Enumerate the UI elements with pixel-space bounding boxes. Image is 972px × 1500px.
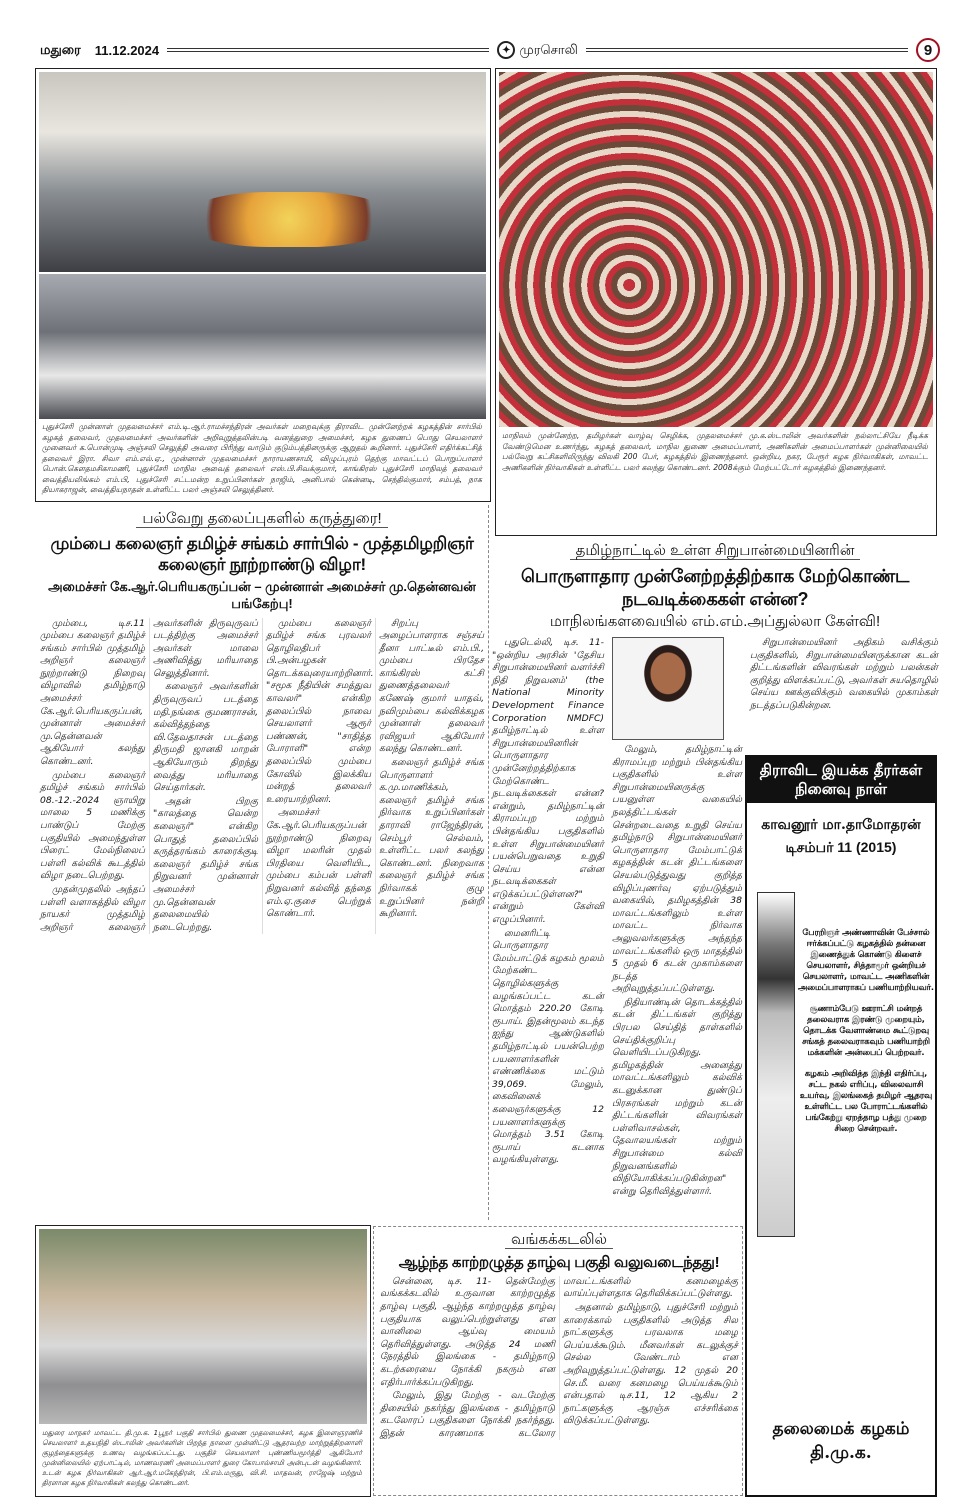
photo-crowd-meeting <box>499 72 933 427</box>
body-column <box>492 637 604 1168</box>
article-kicker: தமிழ்நாட்டில் உள்ள சிறுபான்மையினரின் <box>492 542 938 561</box>
memorial-bio <box>797 927 935 1144</box>
edition-city: மதுரை <box>40 41 81 57</box>
bio-paragraph: பேரறிஞர் அண்ணாவின் பேச்சால் ஈர்க்கப்பட்டு கழகத்தில் தன்னை இணைத்துக் கொண்டு கிளைச் செயலாளர், சித்தாமூர் ஒன்றியச் செயலாளர், மாவட்ட அணிகளின் அமைப்பாளராகப் பணியாற்றியவர். <box>797 927 935 992</box>
paragraph: நிதியாண்டின் தொடக்கத்தில் கடன் திட்டங்கள் குறித்து பிரபல செய்தித் தாள்களில் செய்திக்குறிப்பு வெளியிடப்படுகிறது. தமிழகத்தின் அனைத்து மாவட்டங்களிலும் கல்விக் கடனுக்கான துண்டுப் பிரசுரங்கள் மற்றும் கடன் திட்டங்களின் விவரங்கள் பள்ளிவாசல்கள், தேவாலயங்கள் மற்றும் சிறுபான்மை கல்வி நிறுவனங்களில் விநியோகிக்கப்படுகின்றன" என்று தெரிவித்துள்ளார். <box>612 996 742 1197</box>
article-bay <box>380 1231 738 1440</box>
photo-story-puducherry <box>35 68 491 502</box>
paragraph: மேலும், இது மேற்கு - வடமேற்கு திசையில் நகர்ந்து இலங்கை - தமிழ்நாடு கடலோரப் பகுதிகளை நோக்கி நகர்ந்தது. இதன் காரணமாக கடலோர மாவட்டங்களில் கனமழைக்கு வாய்ப்புள்ளதாக தெரிவிக்கப்பட்டுள்ளது. <box>380 1275 738 1439</box>
column-divider <box>488 505 489 1220</box>
page-number: 9 <box>916 38 940 62</box>
memorial-name: காவனூர் மா.தாமோதரன் <box>761 817 921 833</box>
paragraph: அதனால் தமிழ்நாடு, புதுச்சேரி மற்றும் காரைக்கால் பகுதிகளில் அடுத்த சில நாட்களுக்கு பரவலாக மழை பெய்யக்கூடும். மீனவர்கள் கடலுக்குச் செல்ல வேண்டாம் என அறிவுறுத்தப்பட்டுள்ளது. 12 முதல் 20 செ.மீ. வரை கனமழை பெய்யக்கூடும் என்பதால் டிச.11, 12 ஆகிய 2 நாட்களுக்கு ஆரஞ்சு எச்சரிக்கை விடுக்கப்பட்டுள்ளது. <box>563 1301 738 1427</box>
photo-mm-abdulla <box>612 637 724 740</box>
article-kicker: பல்வேறு தலைப்புகளில் கருத்துரை! <box>40 510 484 529</box>
sign-line: தலைமைக் கழகம் <box>772 1419 910 1439</box>
page-header <box>40 38 940 62</box>
memorial-signature <box>747 1417 935 1465</box>
edition-date: 11.12.2024 <box>94 42 160 58</box>
paragraph: கலைஞர் தமிழ்ச் சங்க பொருளாளர் க.மு.மாணிக்கம், கலைஞர் தமிழ்ச் சங்க நிர்வாக உறுப்பினர்கள் தாராவி ராஜேந்திரன், செம்பூர் செல்வம், உள்ளிட்ட பலர் கலந்து கொண்டனர். நிறைவாக கலைஞர் தமிழ்ச் சங்க நிர்வாகக் குழு உறுப்பினர் நன்றி கூறினார். <box>379 757 484 920</box>
paragraph: மும்பை கலைஞர் தமிழ்ச் சங்க புரவலர் தொழிலதிபர் பி.அன்பழகன் தொடக்கவுரையாற்றினார். "சமூக நீதியின் சமத்துவ காவலர்" என்கிற தலைப்பில் நாவை செயலாளர் ஆரூர் பண்ணன், "சாதித்த போராளி" என்ற தலைப்பில் மும்பை கோவில் இலக்கிய மன்றத் தலைவர் உரையாற்றினர். <box>266 617 374 805</box>
paragraph: சென்னை, டிச. 11- தென்மேற்கு வங்கக்கடலில் உருவான காற்றழுத்த தாழ்வு பகுதி, ஆழ்ந்த காற்றழுத்த தாழ்வு பகுதியாக வலுப்பெற்றுள்ளது என வானிலை ஆய்வு மையம் தெரிவித்துள்ளது. அடுத்த 24 மணி நேரத்தில் இலங்கை - தமிழ்நாடு கடற்கரையை நோக்கி நகரும் என எதிர்பார்க்கப்படுகிறது. <box>380 1275 555 1388</box>
paragraph: சிறப்பு அழைப்பாளராக சஞ்சய் தீனா பாட்டீல் எம்.பி., மும்பை பிரதேச காங்கிரஸ் கட்சி துணைத்தலைவர் கணேஷ் குமார் யாதவ், நவிமும்பை கல்விக்கழக முன்னாள் தலைவர் ரவிஜயர் ஆகியோர் கலந்து கொண்டனர். <box>379 617 484 755</box>
paragraph: சிறுபான்மையினர் அதிகம் வசிக்கும் பகுதிகளில், சிறுபான்மையினருக்கான கடன் திட்டங்களின் விவரங்கள் மற்றும் பலன்கள் குறித்து விளக்கப்பட்டு, அவர்கள் சுயதொழில் செய்ய ஊக்குவிக்கும் வகையில் முகாம்கள் நடத்தப்படுகின்றன. <box>750 637 938 711</box>
article-subhead: மாநிலங்களவையில் எம்.எம்.அப்துல்லா கேள்வி! <box>549 613 881 630</box>
paragraph: மேலும், தமிழ்நாட்டின் கிராமப்புற மற்றும் பின்தங்கிய பகுதிகளில் உள்ள சிறுபான்மையினருக்கு பயனுள்ள வகையில் நலத்திட்டங்கள் சென்றடைவதை உறுதி செய்ய தமிழ்நாடு சிறுபான்மையினர் பொருளாதார மேம்பாட்டுக் கழகத்தின் கடன் திட்டங்களை செயல்படுத்துவது குறித்த விழிப்புணர்வு ஏற்படுத்தும் வகையில், தமிழகத்தின் 38 மாவட்டங்களிலும் உள்ள மாவட்ட நிர்வாக அலுவலர்களுக்கு அந்தந்த மாவட்டங்களில் ஒரு மாதத்தில் 5 முதல் 6 கடன் முகாம்களை நடத்த அறிவுறுத்தப்பட்டுள்ளது. <box>612 744 742 995</box>
article-mumbai <box>40 510 484 934</box>
paragraph: மும்பை கலைஞர் தமிழ்ச் சங்கம் சார்பில் 08.-12.-2024 ஞாயிறு மாலை 5 மணிக்கு பாண்டுப் மேற்கு பகுதியில் அமைந்துள்ள பிரைட் மேல்நிலைப் பள்ளி கல்விக் கூடத்தில் விழா நடைபெற்றது. <box>40 769 145 882</box>
photo-food-distribution <box>39 1229 367 1424</box>
article-subhead: அமைச்சர் கே.ஆர்.பெரியகருப்பன் – முன்னாள் அமைச்சர் மு.தென்னவன் பங்கேற்பு! <box>48 578 476 611</box>
memorial-banner: திராவிட இயக்க தீரர்கள் நினைவு நாள் <box>747 757 935 803</box>
header-rule <box>586 48 908 52</box>
article-body <box>40 618 484 935</box>
article-headline: பொருளாதார முன்னேற்றத்திற்காக மேற்கொண்ட நடவடிக்கைகள் என்ன? <box>521 566 909 609</box>
article-kicker: வங்கக்கடலில் <box>380 1231 738 1250</box>
photo-caption: மாநிலம் முன்னேற்ற, தமிழர்கள் வாழ்வு செழிக்க, முதலமைச்சர் மு.க.ஸ்டாலின் அவர்களின் நல்லாட்சியே நீடிக்க வேண்டுமென உணர்ந்து, கழகத் தலைவர், மாநில துணை அமைப்பாளர், அணிகளின் அமைப்பாளர்கள் முன்னிலையில் பல்வேறு கட்சிகளிலிருந்து விலகி 200 பேர், கழகத்தில் இணைந்தனர். ஒன்றிய, நகர, பேரூர் கழக நிர்வாகிகள், மாவட்ட அணிகளின் நிர்வாகிகள் உள்ளிட்ட பலர் கலந்து கொண்டனர். 2008க்கும் மேற்பட்டோர் கழகத்தில் இணைந்தனர். <box>502 431 928 472</box>
body-column <box>612 637 742 1199</box>
paragraph: மைனரிட்டி பொருளாதார மேம்பாட்டுக் கழகம் மூலம் மேற்கண்ட தொழில்களுக்கு வழங்கப்பட்ட கடன் மொத்தம் 220.20 கோடி ரூபாய். இதன்மூலம் கடந்த ஐந்து ஆண்டுகளில் தமிழ்நாட்டில் பயன்பெற்ற பயனாளர்களின் எண்ணிக்கை மட்டும் 39,069. மேலும், கைவினைக் கலைஞர்களுக்கு 12 பயனாளர்களுக்கு மொத்தம் 3.51 கோடி ரூபாய் கடனாக வழங்கியுள்ளது. <box>492 927 604 1166</box>
memorial-date: டிசம்பர் 11 (2015) <box>785 839 897 855</box>
body-column <box>750 637 938 714</box>
photo-crowd <box>39 274 486 419</box>
bio-paragraph: சூணாம்பேடு ஊராட்சி மன்றத் தலைவராக இரண்டு முறையும், தொடக்க வேளாண்மை கூட்டுறவு சங்கத் தலைவராகவும் பணியாற்றி மக்களின் அன்பைப் பெற்றவர். <box>802 1003 930 1057</box>
paragraph: முதன்முதலில் அந்தப் பள்ளி வளாகத்தில் விழா நாயகர் முத்தமிழ் அறிஞர் கலைஞர் அவர்களின் திருவுருவப் படத்திற்கு அமைச்சர் அவர்கள் மாலை அணிவித்து மரியாதை செலுத்தினார். <box>40 617 258 933</box>
paragraph: அதன் பிறகு "காலத்தை வென்ற கலைஞர்" என்கிற பொதுத் தலைப்பில் கருத்தரங்கம் காரைக்குடி கலைஞர் தமிழ்ச் சங்க நிறுவனர் முன்னாள் அமைச்சர் மு.தென்னவன் தலைமையில் நடைபெற்றது. <box>153 795 258 933</box>
portrait-photo <box>757 892 795 1237</box>
photo-caption: மதுரை மாநகர் மாவட்ட தி.மு.க. 1பூநர் பகுதி சார்பில் துணை முதலமைச்சர், கழக இளைஞரணிச் செயலாளர் உதயநிதி ஸ்டாலின் அவர்களின் பிறந்த நாளை முன்னிட்டு ஆதரவற்ற மாற்றுத்திறனாளி குழந்தைகளுக்கு உணவு வழங்கப்பட்டது. பகுதிச் செயலாளர் புண்ணியமூர்த்தி ஆகியோர் முன்னிலையில் ஏற்பாட்டில், மாணவரணி அமைப்பாளர் துரை கோபால்சாமி அன்புடன் வழங்கினார். உடன் கழக நிர்வாகிகள் ஆர்.ஆர்.மகேந்திரன், பி.எம்.மருது, வி.சி. மாதவன், ராஜேஷ் மற்றும் திரளான கழக நிர்வாகிகள் கலந்து கொண்டனர். <box>42 1429 362 1487</box>
article-body <box>380 1276 738 1441</box>
paragraph: அமைச்சர் கே.ஆர்.பெரியகருப்பன் நூற்றாண்டு நிறைவு விழா மலரின் முதல் பிரதியை வெளியிட, மும்பை கம்பன் பள்ளி நிறுவனர் கல்வித் தந்தை எம்.ஏ.குசை பெற்றுக் கொண்டார். <box>266 807 371 920</box>
article-headline: மும்பை கலைஞர் தமிழ்ச் சங்கம் சார்பில் - முத்தமிழறிஞர் கலைஞர் நூற்றாண்டு விழா! <box>50 534 474 575</box>
photo-story-joining <box>495 68 937 536</box>
memorial-notice <box>745 755 937 1497</box>
paragraph: கலைஞர் அவர்களின் திருவுருவப் படத்தை மதி.நங்கை குமணராசன், கல்வித்தந்தை வி.தேவதாசன் படத்தை திருமதி ஜானகி மாறன் ஆகியோரும் திறந்து வைத்து மரியாதை செய்தார்கள். <box>153 681 258 794</box>
flower-garland <box>189 192 389 247</box>
article-headline: ஆழ்ந்த காற்றழுத்த தாழ்வு பகுதி வலுவடைந்தது! <box>398 1254 720 1271</box>
photo-tribute <box>39 72 486 272</box>
murasoli-logo-icon: ✦ <box>497 41 515 59</box>
photo-story-madurai <box>35 1225 371 1497</box>
header-rule <box>167 48 489 52</box>
bio-paragraph: கழகம் அறிவித்த இந்தி எதிர்ப்பு, சட்ட நகல் எரிப்பு, விலைவாசி உயர்வு, இலங்கைத் தமிழர் ஆதரவு உள்ளிட்ட பல போராட்டங்களில் பங்கேற்று ஏறத்தாழ பத்து முறை சிறை சென்றவர். <box>799 1068 933 1133</box>
masthead: முரசொலி <box>519 41 578 57</box>
paragraph: புதுடெல்லி, டிச. 11- "ஒன்றிய அரசின் 'தேசிய சிறுபான்மையினர் வளர்ச்சி நிதி நிறுவனம்' (the National Minority Development Finance Corporation NMDFC) தமிழ்நாட்டில் உள்ள சிறுபான்மையினரின் பொருளாதார முன்னேற்றத்திற்காக மேற்கொண்ட நடவடிக்கைகள் என்ன? என்றும், தமிழ்நாட்டின் கிராமப்புற மற்றும் பின்தங்கிய பகுதிகளில் உள்ள சிறுபான்மையினர் பயன்பெறுவதை உறுதி செய்ய என்ன நடவடிக்கைகள் எடுக்கப்பட்டுள்ளன?" என்றும் கேள்வி எழுப்பினார். <box>492 637 604 926</box>
paragraph: மும்பை, டிச.11 மும்பை கலைஞர் தமிழ்ச் சங்கம் சார்பில் முத்தமிழ் அறிஞர் கலைஞர் நூற்றாண்டு நிறைவு விழாவில் தமிழ்நாடு அமைச்சர் கே.ஆர்.பெரியகருப்பன், முன்னாள் அமைச்சர் மு.தென்னவன் ஆகியோர் கலந்து கொண்டனர். <box>40 617 145 768</box>
sign-line: தி.மு.க. <box>810 1443 872 1463</box>
photo-caption: புதுச்சேரி முன்னாள் முதலமைச்சர் எம்.டி.ஆர்.ராமச்சந்திரன் அவர்கள் மறைவுக்கு திராவிட முன்னேற்றக் கழகத்தின் சார்பில் கழகத் தலைவர், முதலமைச்சர் அவர்களின் அறிவுறுத்தலின்படி வனத்துறை அமைச்சர், கழக துணைப் பொது செயலாளர் முனைவர் க.பொன்முடி அஞ்சலி செலுத்தி அவரை பிரிந்து வாடும் குடும்பத்தினருக்கு ஆறுதல் கூறினார். புதுச்சேரி எதிர்க்கட்சித் தலைவர் இரா. சிவா எம்.எல்.ஏ., முன்னாள் முதலமைச்சர் நாராயணசாமி, விழுப்புரம் தெற்கு மாவட்டப் பொறுப்பாளர் பொன்.கௌதமசிகாமணி, புதுச்சேரி மாநில அவைத் தலைவர் எஸ்.பி.சிவக்குமார், காங்கிரஸ் புதுச்சேரி மாநிலத் தலைவர் வைத்தியலிங்கம் எம்.பி, புதுச்சேரி சட்டமன்ற உறுப்பினர்கள் நாஜிம், அனிபால் கென்னடி, செந்தில்குமார், சம்பத், நாக தியாகராஜன், வைத்தியநாதன் உள்ளிட்ட பலர் அஞ்சலி செலுத்தினர். <box>42 422 482 494</box>
